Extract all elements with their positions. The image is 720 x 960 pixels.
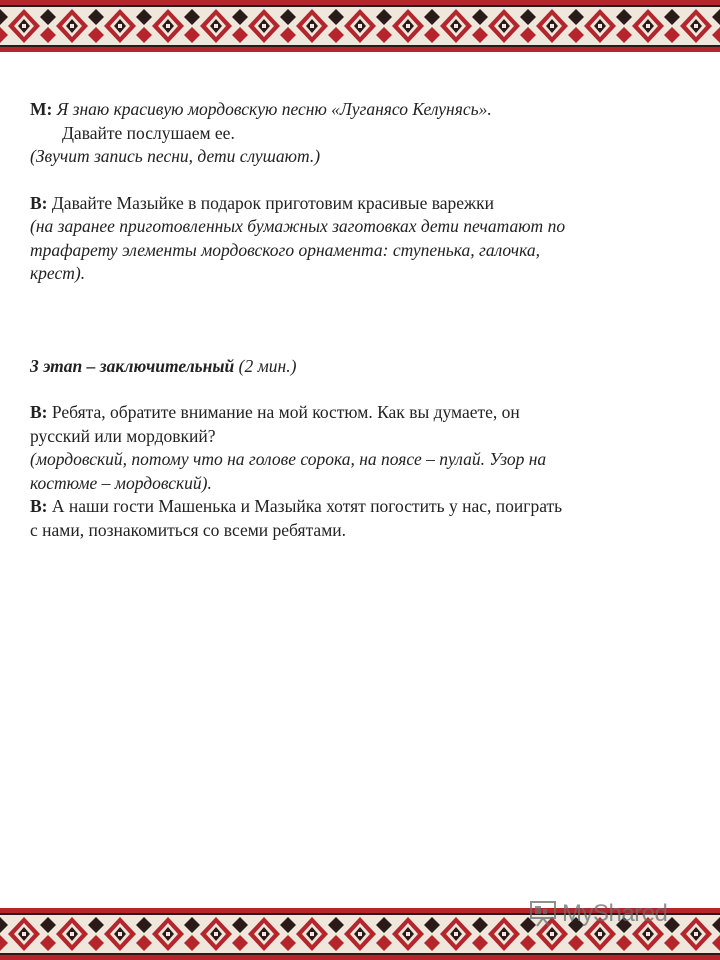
stage-note [30,448,700,472]
note-text: костюме – мордовский). [30,472,212,493]
stage-note [30,239,700,263]
ornament-border-top [0,0,720,52]
presentation-icon [528,898,558,928]
speaker-label: В: [30,192,48,213]
note-text: крест). [30,263,86,283]
speech-text: Ребята, обратите внимание на мой костюм. Как вы думаете, он [47,402,520,422]
stage-duration: (2 мин.) [234,355,297,376]
stage-note [30,145,700,169]
stage-note [30,472,700,496]
ornament-pattern-top [0,0,720,52]
note-text: (на заранее приготовленных бумажных заготовках дети печатают по [30,216,566,236]
speaker-label: М: [30,99,53,119]
paragraph-v1 [30,192,700,216]
paragraph-m [30,98,700,122]
stage-heading [30,355,700,379]
paragraph-v3 [30,495,700,519]
document-body [30,98,700,542]
speaker-label: В: [30,496,48,516]
stage-note [30,215,700,239]
note-text: трафарету элементы мордовского орнамента: ступенька, галочка, [30,239,540,260]
speech-continuation: русский или мордовкий? [30,425,216,446]
stage-title: 3 этап – заключительный [30,355,235,376]
speech-text: А наши гости Машенька и Мазыйка хотят погостить у нас, поиграть [47,496,563,516]
note-text: (Звучит запись песни, дети слушают.) [30,146,321,166]
speech-text: Давайте Мазыйке в подарок приготовим красивые варежки [47,192,494,213]
watermark [528,896,698,936]
speech-text: Я знаю красивую мордовскую песню «Луганясо Келунясь». [52,99,492,119]
speaker-label: В: [30,402,48,422]
paragraph-v2 [30,401,700,425]
stage-note [30,262,700,286]
speech-continuation: с нами, познакомиться со всеми ребятами. [30,519,347,540]
note-text: (мордовский, потому что на голове сорока, на поясе – пулай. Узор на [30,449,547,469]
speech-continuation: Давайте послушаем ее. [62,122,235,143]
watermark-text: MyShared [562,900,668,927]
